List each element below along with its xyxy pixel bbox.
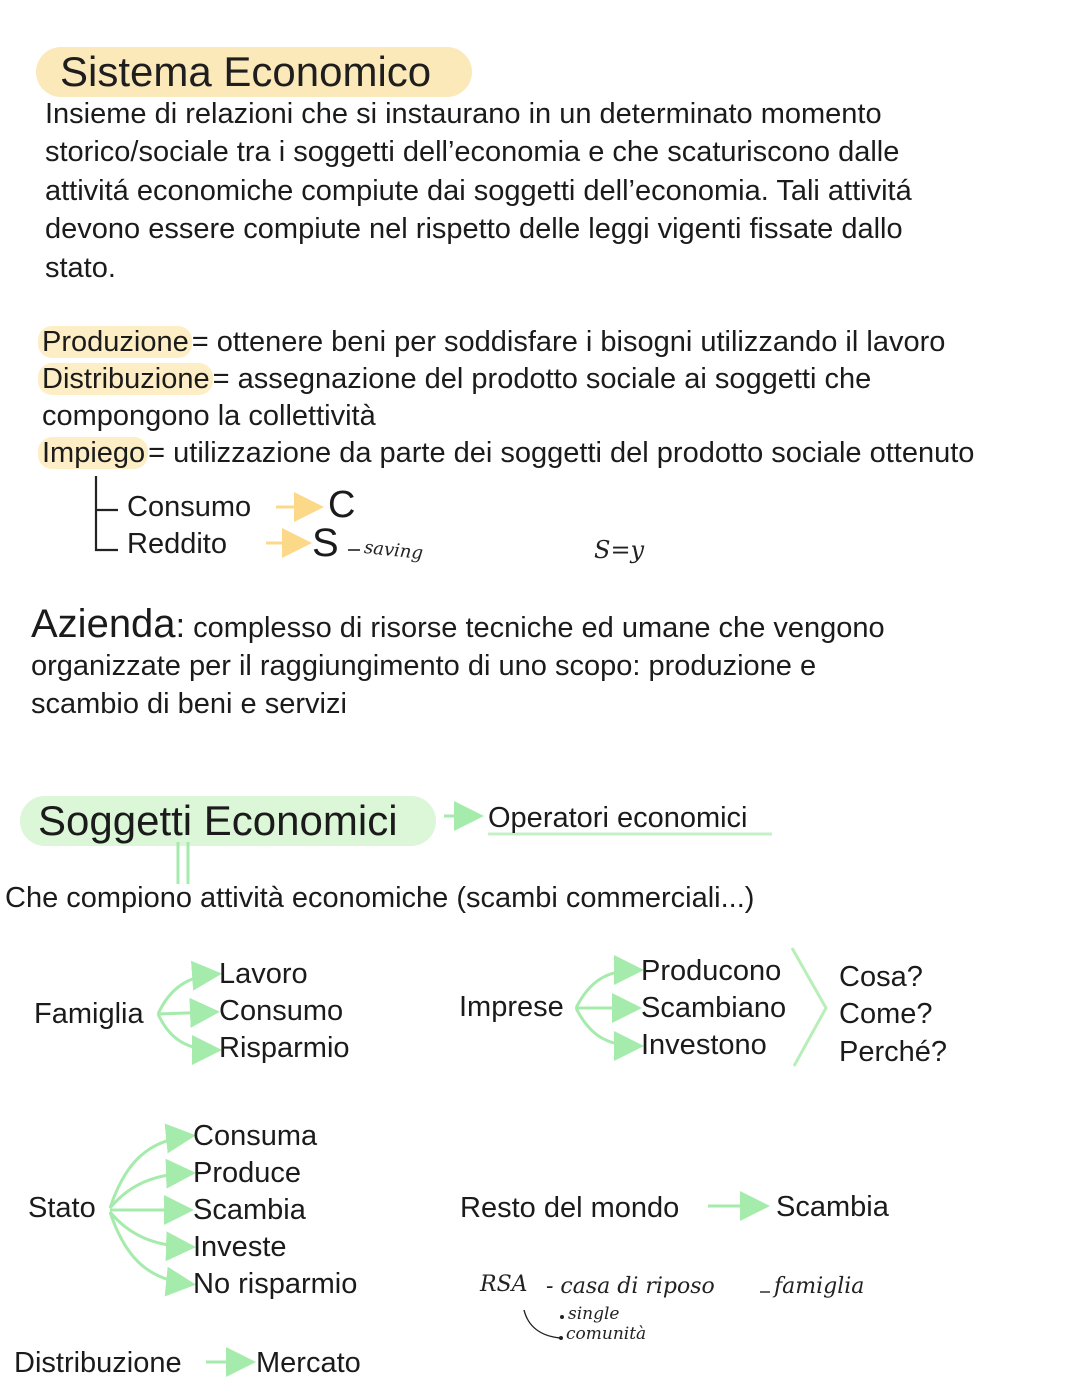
soggetti-title: Soggetti Economici — [38, 797, 398, 844]
imprese-question: Come? — [839, 998, 933, 1030]
azienda-def-line: organizzate per il raggiungimento di uno scopo: produzione e — [31, 650, 817, 682]
saving-note: saving — [363, 536, 424, 565]
sistema-def-line: devono essere compiute nel rispetto delle leggi vigenti fissate dallo — [45, 213, 903, 245]
azienda-term: Azienda — [31, 602, 176, 646]
impiego-def: = utilizzazione da parte dei soggetti del prodotto sociale ottenuto — [148, 437, 975, 469]
note-single: single — [568, 1304, 620, 1324]
sistema-def-line: Insieme di relazioni che si instaurano in un determinato momento — [45, 98, 882, 130]
famiglia-label: Famiglia — [34, 998, 144, 1030]
distribuzione-line — [42, 360, 871, 399]
imprese-item: Investono — [641, 1029, 767, 1061]
stato-item: Produce — [193, 1157, 302, 1189]
imprese-question: Cosa? — [839, 961, 923, 993]
resto-label: Resto del mondo — [460, 1192, 680, 1224]
famiglia-item: Lavoro — [219, 958, 308, 990]
note-famiglia: famiglia — [774, 1274, 865, 1299]
stato-item: Scambia — [193, 1194, 306, 1226]
imprese-question: Perché? — [839, 1036, 948, 1068]
produzione-def: = ottenere beni per soddisfare i bisogni utilizzando il lavoro — [191, 326, 946, 358]
note-rsa: RSA — [480, 1272, 528, 1297]
azienda-def-line: scambio di beni e servizi — [31, 688, 347, 720]
produzione-line — [42, 323, 945, 362]
distribuzione-term: Distribuzione — [38, 363, 213, 395]
resto-target: Scambia — [776, 1191, 889, 1223]
stato-item: Consuma — [193, 1120, 318, 1152]
sistema-def-line: storico/sociale tra i soggetti dell’economia e che scaturiscono dalle — [45, 136, 900, 168]
operatori-label: Operatori economici — [488, 802, 748, 834]
note-comunita: comunità — [566, 1324, 647, 1344]
imprese-item: Scambiano — [641, 992, 787, 1024]
mercato-label: Mercato — [256, 1347, 361, 1379]
consumo-symbol: C — [328, 484, 356, 526]
impiego-term: Impiego — [38, 437, 148, 469]
azienda-def: complesso di risorse tecniche ed umane che vengono — [193, 612, 885, 644]
impiego-bracket — [96, 476, 118, 550]
soggetti-subtitle: Che compiono attività economiche (scambi commerciali...) — [5, 882, 755, 914]
produzione-term: Produzione — [38, 326, 192, 358]
stato-item: Investe — [193, 1231, 287, 1263]
formula-note: S=y — [594, 536, 645, 564]
consumo-label: Consumo — [127, 491, 252, 523]
distribuzione-def: = assegnazione del prodotto sociale ai soggetti che — [212, 363, 872, 395]
impiego-line — [42, 434, 974, 473]
azienda-line: Azienda: complesso di risorse tecniche ed umane che vengono — [31, 602, 885, 646]
distribuzione-bottom-label: Distribuzione — [14, 1347, 182, 1379]
imprese-item: Producono — [641, 955, 782, 987]
note-casa-riposo: - casa di riposo — [546, 1274, 715, 1299]
stato-item: No risparmio — [193, 1268, 358, 1300]
stato-label: Stato — [28, 1192, 96, 1224]
imprese-label: Imprese — [459, 991, 564, 1023]
distribuzione-def-cont: compongono la collettività — [42, 400, 376, 432]
sistema-title: Sistema Economico — [60, 48, 432, 95]
famiglia-item: Consumo — [219, 995, 344, 1027]
famiglia-item: Risparmio — [219, 1032, 350, 1064]
sistema-def-line: attivitá economiche compiute dai soggetti dell’economia. Tali attivitá — [45, 175, 912, 207]
sistema-def-line: stato. — [45, 252, 116, 284]
reddito-symbol: S — [312, 521, 339, 565]
reddito-label: Reddito — [127, 528, 227, 560]
